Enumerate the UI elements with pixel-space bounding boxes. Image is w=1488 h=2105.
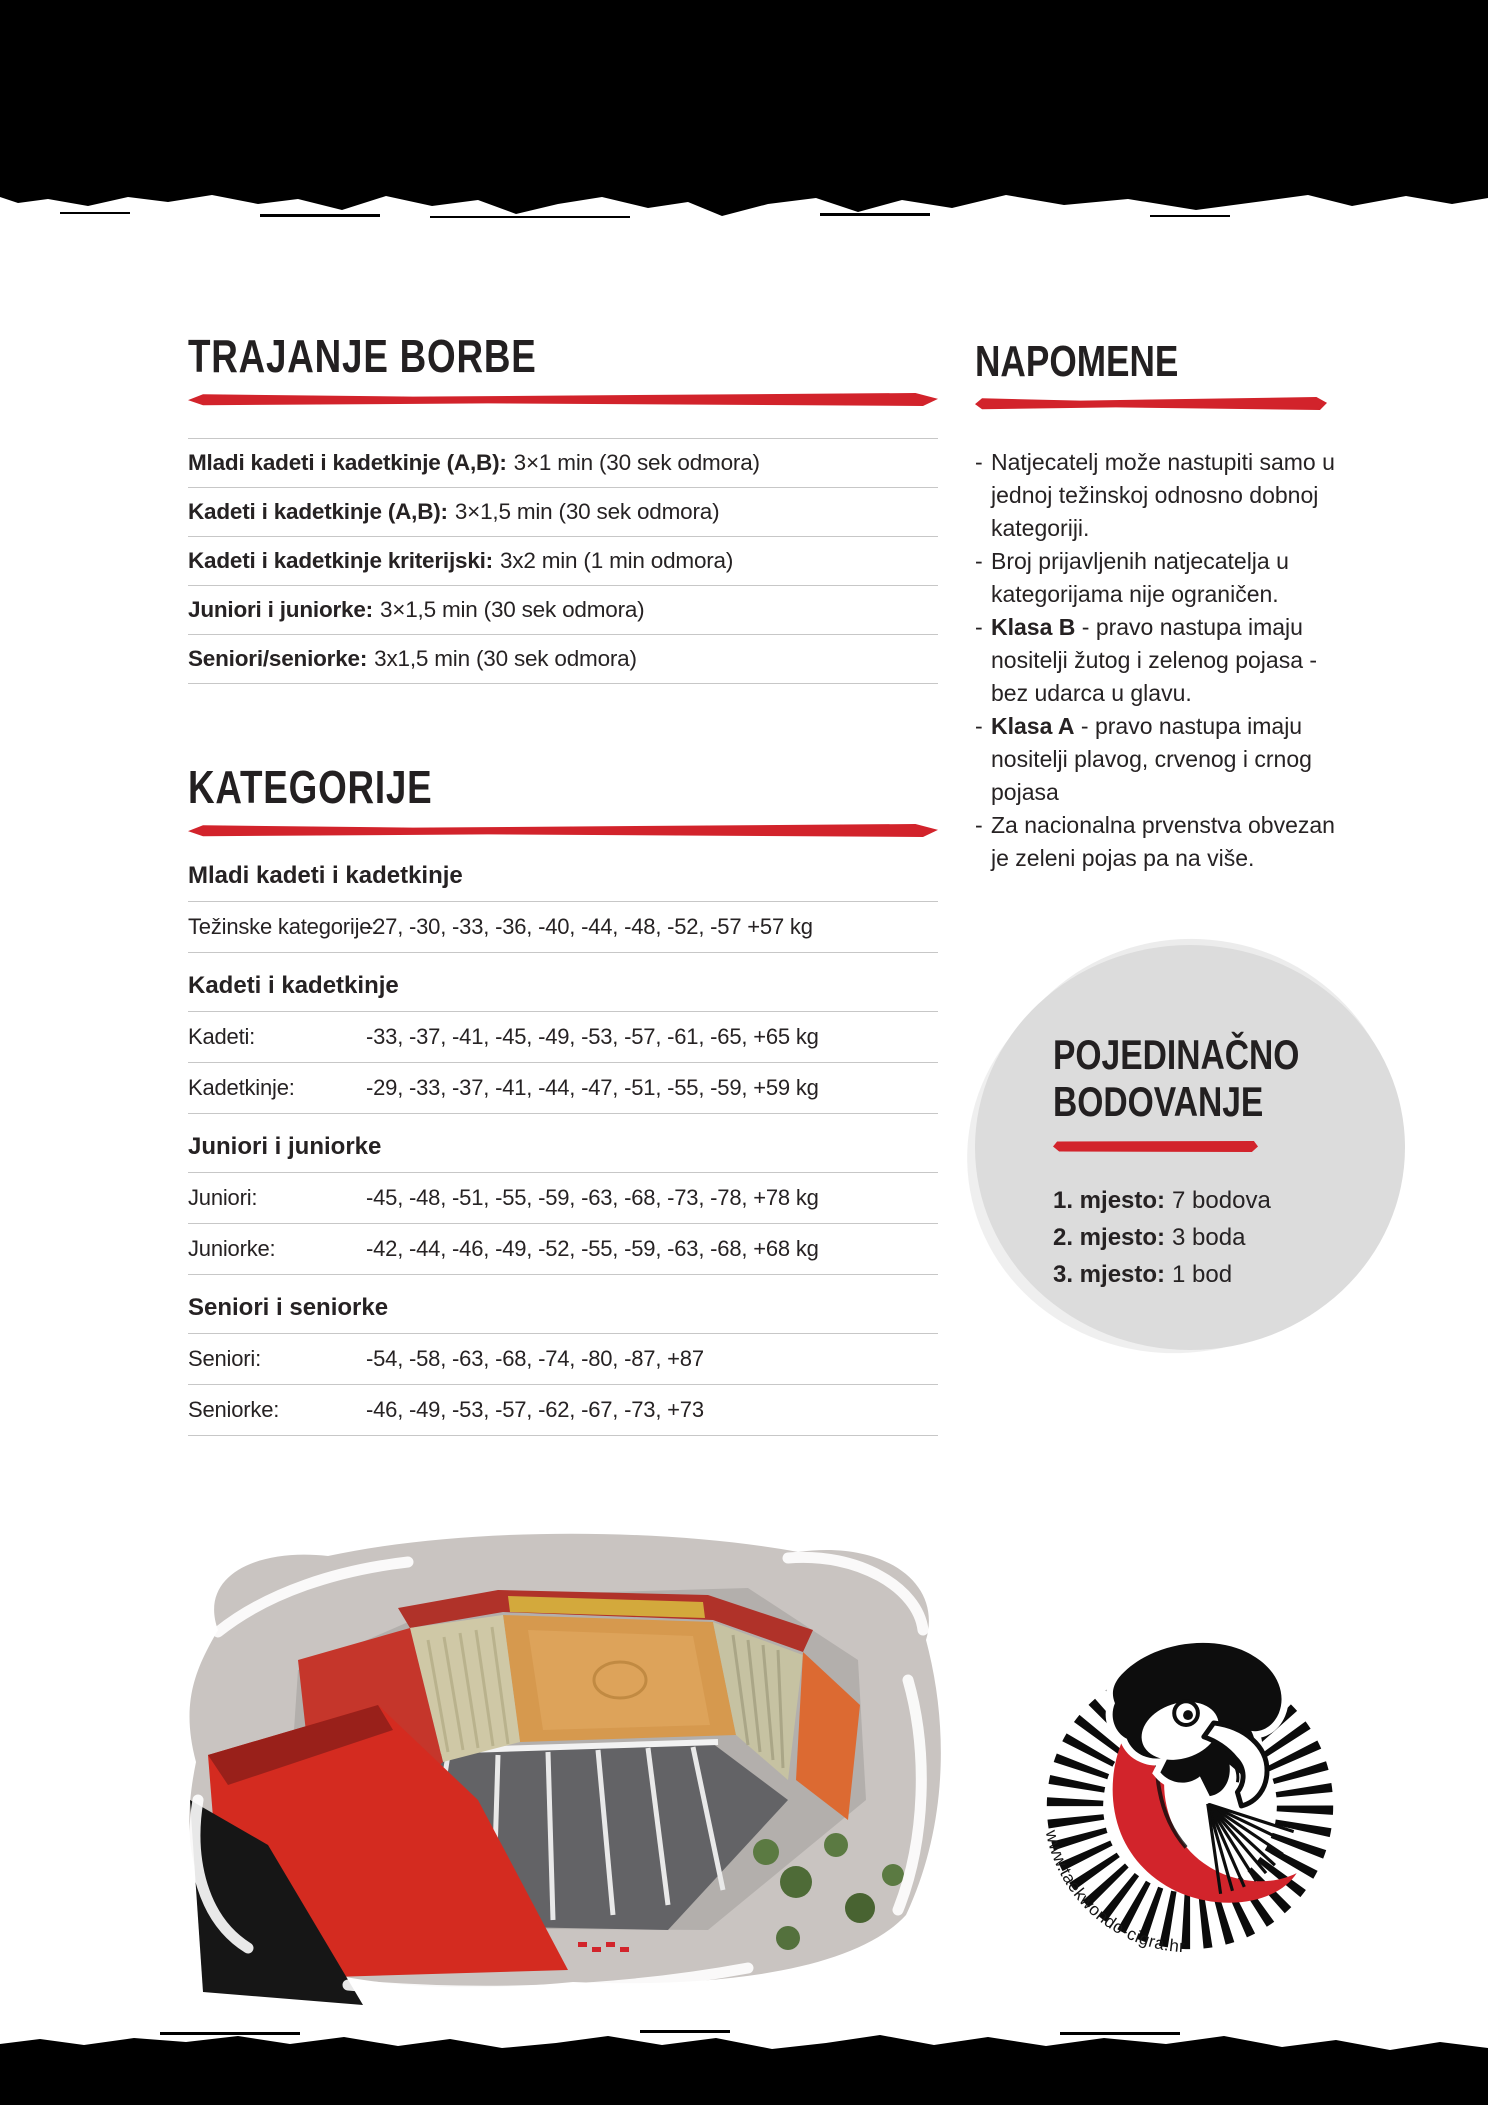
note-body: Natjecatelj može nastupiti samo u jednoj težinskoj odnosno dobnoj kategoriji. bbox=[991, 449, 1335, 541]
bodovanje-title bbox=[1053, 1031, 1361, 1125]
row-label: Kadeti i kadetkinje (A,B): bbox=[188, 499, 448, 524]
bullet-dash: - bbox=[975, 449, 983, 475]
group-table bbox=[188, 901, 938, 953]
row-value: 3×1 min (30 sek odmora) bbox=[513, 450, 760, 475]
napomene-red-underline bbox=[975, 397, 1327, 410]
place-label: 3. mjesto: bbox=[1053, 1261, 1166, 1288]
kategorije-groups bbox=[188, 863, 938, 1436]
group-header: Mladi kadeti i kadetkinje bbox=[188, 862, 463, 889]
row-value: 3x2 min (1 min odmora) bbox=[499, 548, 734, 573]
list-item bbox=[975, 611, 1353, 710]
row-label: Kadetkinje: bbox=[188, 1075, 295, 1100]
bullet-dash: - bbox=[975, 713, 983, 739]
note-bold: Klasa A bbox=[991, 713, 1075, 739]
row-value: 3x1,5 min (30 sek odmora) bbox=[374, 646, 637, 671]
left-column bbox=[188, 330, 938, 1436]
row-value: 3×1,5 min (30 sek odmora) bbox=[379, 597, 645, 622]
group-table bbox=[188, 1333, 938, 1436]
list-item bbox=[1053, 1256, 1361, 1293]
kategorije-red-underline bbox=[188, 824, 938, 837]
row-label: Seniori: bbox=[188, 1346, 261, 1371]
place-value: 1 bod bbox=[1172, 1261, 1233, 1288]
kategorije-title bbox=[188, 761, 938, 813]
row-value: -46, -49, -53, -57, -62, -67, -73, +73 bbox=[366, 1397, 704, 1422]
table-row bbox=[188, 1223, 938, 1274]
list-item bbox=[1053, 1182, 1361, 1219]
place-label: 2. mjesto: bbox=[1053, 1224, 1166, 1251]
group-table bbox=[188, 1011, 938, 1114]
bottom-ink-band bbox=[0, 2056, 1488, 2105]
row-label: Seniorke: bbox=[188, 1397, 280, 1422]
row-label: Seniori/seniorke: bbox=[188, 646, 368, 671]
top-ink-brush-edge bbox=[0, 190, 1488, 218]
table-row bbox=[188, 1062, 938, 1113]
table-row bbox=[188, 634, 938, 683]
list-item bbox=[975, 809, 1353, 875]
place-value: 3 boda bbox=[1172, 1224, 1246, 1251]
group-header: Juniori i juniorke bbox=[188, 1133, 382, 1160]
row-label: Mladi kadeti i kadetkinje (A,B): bbox=[188, 450, 507, 475]
table-row bbox=[188, 901, 938, 952]
row-value: -45, -48, -51, -55, -59, -63, -68, -73, -78, +78 kg bbox=[366, 1185, 819, 1210]
row-label: Juniori i juniorke: bbox=[188, 597, 373, 622]
bullet-dash: - bbox=[975, 548, 983, 574]
bodovanje-red-underline bbox=[1053, 1141, 1258, 1152]
taekwondo-cigra-logo bbox=[1032, 1636, 1348, 1966]
row-label: Težinske kategorije: bbox=[188, 914, 378, 939]
napomene-list bbox=[975, 446, 1353, 875]
trajanje-title bbox=[188, 330, 938, 382]
trajanje-title-text: TRAJANJE BORBE bbox=[188, 330, 537, 382]
top-ink-band bbox=[0, 0, 1488, 190]
note-body: - pravo nastupa imaju nositelji žutog i zelenog pojasa - bez udarca u glavu. bbox=[991, 614, 1318, 706]
note-body: - pravo nastupa imaju nositelji plavog, crvenog i crnog pojasa bbox=[991, 713, 1312, 805]
row-label: Juniorke: bbox=[188, 1236, 276, 1261]
note-text bbox=[991, 710, 1353, 809]
list-item bbox=[975, 446, 1353, 545]
group-table bbox=[188, 1172, 938, 1275]
stadium-aerial-render bbox=[148, 1500, 966, 2012]
row-value: -54, -58, -63, -68, -74, -80, -87, +87 bbox=[366, 1346, 704, 1371]
bottom-ink-brush-edge bbox=[0, 2030, 1488, 2056]
note-bold: Klasa B bbox=[991, 614, 1076, 640]
table-row bbox=[188, 1333, 938, 1384]
bodovanje-items bbox=[1053, 1182, 1361, 1293]
napomene-title bbox=[975, 337, 1353, 387]
place-label: 1. mjesto: bbox=[1053, 1187, 1166, 1214]
row-label: Kadeti: bbox=[188, 1024, 256, 1049]
note-text bbox=[991, 446, 1353, 545]
bodovanje-title-line2: BODOVANJE bbox=[1053, 1078, 1264, 1125]
group-header: Seniori i seniorke bbox=[188, 1294, 389, 1321]
row-value: -42, -44, -46, -49, -52, -55, -59, -63, -68, +68 kg bbox=[366, 1236, 819, 1261]
trajanje-red-underline bbox=[188, 393, 938, 406]
bullet-dash: - bbox=[975, 812, 983, 838]
place-value: 7 bodova bbox=[1172, 1187, 1271, 1214]
note-text bbox=[991, 611, 1353, 710]
list-item bbox=[975, 710, 1353, 809]
note-text bbox=[991, 545, 1353, 611]
row-value: -27, -30, -33, -36, -40, -44, -48, -52, -57 +57 kg bbox=[366, 914, 813, 939]
bodovanje-title-line1: POJEDINAČNO bbox=[1053, 1031, 1300, 1078]
table-row bbox=[188, 536, 938, 585]
napomene-title-text: NAPOMENE bbox=[975, 337, 1179, 386]
bodovanje-content bbox=[1053, 1031, 1361, 1293]
note-body: Za nacionalna prvenstva obvezan je zeleni pojas pa na više. bbox=[991, 812, 1335, 871]
table-row bbox=[188, 487, 938, 536]
trajanje-table bbox=[188, 438, 938, 684]
row-label: Kadeti i kadetkinje kriterijski: bbox=[188, 548, 493, 573]
kategorije-title-text: KATEGORIJE bbox=[188, 761, 433, 813]
table-row bbox=[188, 585, 938, 634]
group-header: Kadeti i kadetkinje bbox=[188, 972, 399, 999]
table-row bbox=[188, 438, 938, 487]
list-item bbox=[975, 545, 1353, 611]
row-value: 3×1,5 min (30 sek odmora) bbox=[454, 499, 720, 524]
table-row bbox=[188, 1384, 938, 1435]
list-item bbox=[1053, 1219, 1361, 1256]
note-body: Broj prijavljenih natjecatelja u kategorijama nije ograničen. bbox=[991, 548, 1289, 607]
row-value: -33, -37, -41, -45, -49, -53, -57, -61, -65, +65 kg bbox=[366, 1024, 819, 1049]
logo-url: www.taekwondo-cigra.hr bbox=[1041, 1828, 1186, 1957]
bodovanje-circle bbox=[975, 945, 1405, 1350]
bullet-dash: - bbox=[975, 614, 983, 640]
table-row bbox=[188, 1011, 938, 1062]
table-row bbox=[188, 1172, 938, 1223]
row-label: Juniori: bbox=[188, 1185, 258, 1210]
row-value: -29, -33, -37, -41, -44, -47, -51, -55, -59, +59 kg bbox=[366, 1075, 819, 1100]
note-text bbox=[991, 809, 1353, 875]
right-column bbox=[975, 337, 1353, 875]
